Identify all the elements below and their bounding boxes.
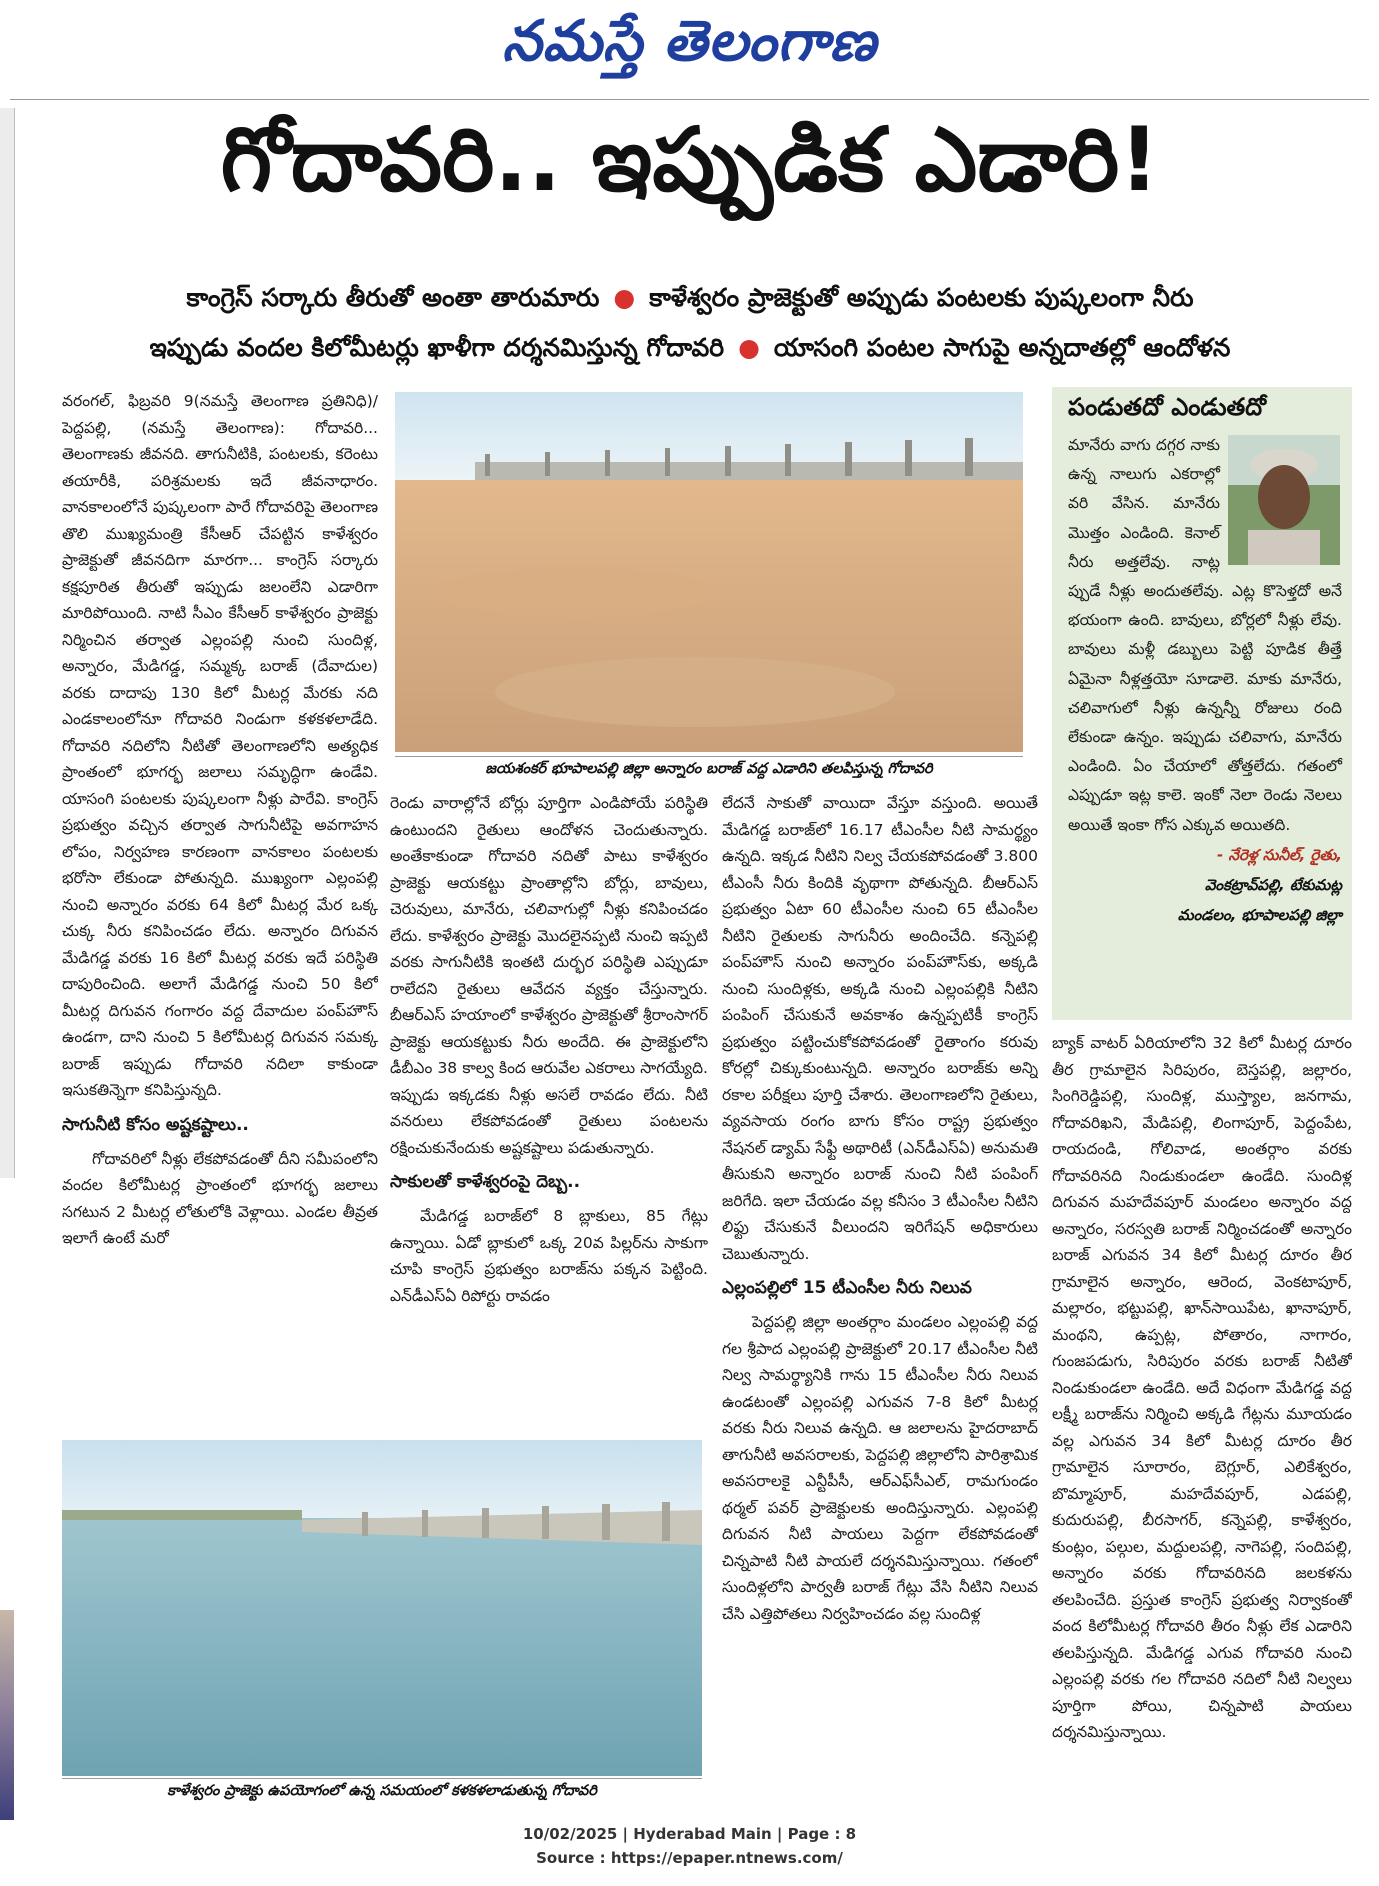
photo1-caption: జయశంకర్ భూపాలపల్లి జిల్లా అన్నారం బరాజ్ వద్ద ఎడారిని తలపిస్తున్న గోదావరి [395, 756, 1023, 781]
col2-para-1: రెండు వారాల్లోనే బోర్లు పూర్తిగా ఎండిపోయే పరిస్థితి ఉంటుందని రైతులు ఆందోళన చెందుతున్నారు. అంతేకాకుండా గోదావరి నదితో పాటు కాళేశ్వరం ప్రాజెక్టు ఆయకట్టు ప్రాంతాల్లోని బోర్లు, బావులు, చెరువులు, మానేరు, చలివాగుల్లో నీళ్లు కనిపించడం లేదు. కాళేశ్వరం ప్రాజెక్టు మొదలైనప్పటి నుంచి ఇప్పటి వరకు సాగునీటికి ఇంతటి దుర్భర పరిస్థితి ఎప్పుడూ రాలేదని రైతులు ఆవేదన వ్యక్తం చేస్తున్నారు. బీఆర్ఎస్ హయాంలో కాళేశ్వరం ప్రాజెక్టుతో శ్రీరాంసాగర్ ప్రాజెక్టు ఆయకట్టుకు నీరు అందేది. ఈ ప్రాజెక్టులోని డీబీఎం 38 కాల్వ కింద ఆరువేల ఎకరాలు సాగయ్యేది. ఇప్పుడు ఇక్కడకు నీళ్లు అసలే రావడం లేదు. నీటి వనరులు లేకపోవడంతో రైతులు పంటలను రక్షించుకునేందుకు అష్టకష్టాలు పడుతున్నారు. [390, 794, 708, 1157]
sidebar-title: పండుతదో ఎండుతదో [1068, 393, 1267, 421]
left-edge-image [0, 1610, 14, 1820]
article-column-3 [722, 790, 1038, 1820]
article-column-2 [390, 790, 708, 1390]
deck-1b: కాళేశ్వరం ప్రాజెక్టుతో అప్పుడు పంటలకు పుష్కలంగా నీరు [649, 283, 1194, 312]
footer-source: Source : https://epaper.ntnews.com/ [536, 1849, 843, 1867]
article-column-4 [1052, 1030, 1352, 1820]
deck-2a: ఇప్పుడు వందల కిలోమీటర్లు ఖాళీగా దర్శనమిస్తున్న గోదావరి [149, 333, 725, 362]
col2-subhead: సాకులతో కాళేశ్వరంపై దెబ్బ.. [390, 1172, 581, 1192]
col1-para-2: గోదావరిలో నీళ్లు లేకపోవడంతో దీని సమీపంలోని వందల కిలోమీటర్ల ప్రాంతంలో భూగర్భ జలాలు సగటున 2 మీటర్ల లోతులోకి వెళ్లాయి. ఎండల తీవ్రత ఇలాగే ఉంటే మరో [62, 1149, 378, 1247]
sign-line-3: మండలం, భూపాలపల్లి జిల్లా [1177, 905, 1342, 924]
col3-para-1: లేదనే సాకుతో వాయిదా వేస్తూ వస్తుంది. అయితే మేడిగడ్డ బరాజ్‌లో 16.17 టీఎంసీల నీటి సామర్థ్యం ఉన్నది. ఇక్కడ నీటిని నిల్వ చేయకపోవడంతో 3.800 టీఎంసీ నీరు కిందికి వృథాగా పోతున్నది. బీఆర్ఎస్ ప్రభుత్వం ఏటా 60 టీఎంసీల నుంచి 65 టీఎంసీల నీటిని రైతులకు సాగునీరు అందించేది. కన్నెపల్లి పంప్‌హౌస్ నుంచి అన్నారం పంప్‌హౌస్‌కు, అక్కడి నుంచి సుందిళ్లకు, అక్కడి నుంచి ఎల్లంపల్లికి నీటిని పంపింగ్ చేసుకునే అవకాశం ఉన్నప్పటికీ కాంగ్రెస్ ప్రభుత్వం పట్టించుకోకపోవడంతో రైతాంగం కరువు కోరల్లో చిక్కుకుంటున్నది. అన్నారం బరాజ్‌కు అన్ని రకాల పరీక్షలు పూర్తి చేశారు. తెలంగాణలోని రైతులు, వ్యవసాయ రంగం బాగు కోసం రాష్ట్ర ప్రభుత్వం నేషనల్ డ్యామ్ సేఫ్టీ అథారిటీ (ఎన్‌డీఎస్ఏ) అనుమతి తీసుకుని అన్నారం బరాజ్ నుంచి నీటి పంపింగ్ జరిగేది. ఇలా చేయడం వల్ల కనీసం 3 టీఎంసీల నీటిని లిఫ్టు చేసుకునే వీలుందని ఇరిగేషన్ అధికారులు చెబుతున్నారు. [722, 794, 1038, 1263]
headline: గోదావరి.. ఇప్పుడిక ఎడారి! [220, 108, 1160, 211]
col3-subhead: ఎల్లంపల్లిలో 15 టీఎంసీల నీరు నిలువ [722, 1278, 972, 1298]
masthead-rule [10, 99, 1369, 100]
reservoir-photo [62, 1440, 702, 1776]
sign-line-1: - నేరెళ్ల సునీల్, రైతు, [1216, 845, 1342, 864]
footer-date-edition: 10/02/2025 | Hyderabad Main | Page : 8 [522, 1825, 857, 1843]
col2-para-2: మేడిగడ్డ బరాజ్‌లో 8 బ్లాకులు, 85 గేట్లు ఉన్నాయి. ఏడో బ్లాకులో ఒక్క 20వ పిల్లర్‌ను సాకుగా చూపి కాంగ్రెస్ ప్రభుత్వం బరాజ్‌ను పక్కన పెట్టింది. ఎన్‌డీఎస్ఏ రిపోర్టు రావడం [390, 1207, 708, 1305]
sidebar-body: మానేరు వాగు దగ్గర నాకు ఉన్న నాలుగు ఎకరాల్లో వరి వేసిన. మానేరు మొత్తం ఎండింది. కెనాల్ నీరు అత్తలేవు. నాట్ల ప్పుడే నీళ్లు అందుతలేవు. ఎట్ల కొసెళ్తదో అనే భయంగా ఉంది. బావులు, బోర్లలో నీళ్లు లేవు. బావులు మళ్లీ డబ్బులు పెట్టి పూడిక తీత్తే ఏమైనా నీళ్లత్తయో సూడాలె. మాకు మానేరు, చలివాగులో నీళ్లు ఉన్నన్నీ రోజులు రంది లేకుండా ఉన్నం. ఇప్పుడు చలివాగు, మానేరు ఎండింది. ఏం చేయాలో తోత్తలేదు. గతంలో ఎప్పుడూ ఇట్ల కాలె. ఇంకో నెలా రెండు నెలలు అయితే ఇంకా గోస ఎక్కువ అయితది. [1068, 436, 1342, 834]
col1-para-1: వరంగల్, ఫిబ్రవరి 9(నమస్తే తెలంగాణ ప్రతినిధి)/పెద్దపల్లి, (నమస్తే తెలంగాణ): గోదావరి... తెలంగాణకు జీవనది. తాగునీటికి, పంటలకు, కరెంటు తయారీకి, పరిశ్రమలకు ఇదే జీవనాధారం. వానకాలంలోనే పుష్కలంగా పారే గోదావరిపై తెలంగాణ తొలి ముఖ్యమంత్రి కేసీఆర్ చేపట్టిన కాళేశ్వరం ప్రాజెక్టుతో జీవనదిగా మారగా... కాంగ్రెస్ సర్కారు కక్షపూరిత తీరుతో ఇప్పుడు జలంలేని ఎడారిగా మారిపోయింది. నాటి సీఎం కేసీఆర్ కాళేశ్వరం ప్రాజెక్టు నిర్మించిన తర్వాత ఎల్లంపల్లి నుంచి సుందిళ్ల, అన్నారం, మేడిగడ్డ, సమ్మక్క బరాజ్ (దేవాదుల) వరకు దాదాపు 130 కిలో మీటర్ల మేరకు నది ఎండకాలంలోనూ గోదావరి నిండుగా కళకళలాడేది. గోదావరి నదిలోని నీటితో తెలంగాణలోని అత్యధిక ప్రాంతంలో భూగర్భ జలాలు సమృద్ధిగా ఉండేవి. యాసంగి పంటలకు పుష్కలంగా నీళ్లు పారేవి. కాంగ్రెస్ ప్రభుత్వం వచ్చిన తర్వాత సాగునీటిపై అవగాహన లోపం, నిర్వహణ కారణంగా వానకాలం పంటలకు భరోసా లేకుండా పోతున్నది. ముఖ్యంగా ఎల్లంపల్లి నుంచి అన్నారం వరకు 64 కిలో మీటర్ల మేర ఒక్క చుక్క నీరు కనిపించడం లేదు. అన్నారం దిగువన మేడిగడ్డ వరకు 16 కిలో మీటర్ల వరకు ఇదే పరిస్థితి దాపురించింది. అలాగే మేడిగడ్డ నుంచి 50 కిలో మీటర్ల దిగువన గంగారం వద్ద దేవాదుల పంప్‌హౌస్ ఉండగా, దాని నుంచి 5 కిలోమీటర్ల దిగువన సమక్క బరాజ్ ఇప్పుడు గోదావరి నదిలా కాకుండా ఇసుకతిన్నెగా కనిపిస్తున్నది. [62, 392, 378, 1099]
deck-line-1 [60, 283, 1320, 319]
page-footer [0, 1822, 1379, 1870]
col3-para-2: పెద్దపల్లి జిల్లా అంతర్గాం మండలం ఎల్లంపల్లి వద్ద గల శ్రీపాద ఎల్లంపల్లి ప్రాజెక్టులో 20.17 టీఎంసీల నీటి నిల్వ సామర్థ్యానికి గాను 15 టీఎంసీల నీరు నిలువ ఉండటంతో ఎల్లంపల్లి ఎగువన 7-8 కిలో మీటర్ల వరకు నీరు నిలువ ఉన్నది. ఆ జలాలను హైదరాబాద్ తాగునీటి అవసరాలకు, పెద్దపల్లి జిల్లాలోని పారిశ్రామిక అవసరాలకై ఎన్టీపీసీ, ఆర్‌ఎఫ్‌సీఎల్, రామగుండం థర్మల్ పవర్ ప్రాజెక్టులకు అందిస్తున్నారు. ఎల్లంపల్లి దిగువన నీటి పాయలు పెద్దగా లేకపోవడంతో చిన్నపాటి నీటి పాయలే దర్శనమిస్తున్నాయి. గతంలో సుందిళ్లలోని పార్వతీ బరాజ్ గేట్లు వేసి నీటిని నిలువ చేసి ఎత్తిపోతలు నిర్వహించడం వల్ల సుందిళ్ల [722, 1313, 1038, 1623]
photo2-caption: కాళేశ్వరం ప్రాజెక్టు ఉపయోగంలో ఉన్న సమయంలో కళకళలాడుతున్న గోదావరి [62, 1778, 702, 1803]
col4-para-1: బ్యాక్ వాటర్ ఏరియాలోని 32 కిలో మీటర్ల దూరం తీర గ్రామాలైన సిరిపురం, బెస్తపల్లి, జల్లారం, సింగిరెడ్డిపల్లి, సుందిళ్ల, ముస్త్యాల, జనగామ, గోదావరిఖని, మేడిపల్లి, లింగాపూర్, పెద్దంపేట, రాయదండి, గోలివాడ, అంతర్గాం వరకు గోదావరినది నిండుకుండలా ఉండేది. సుందిళ్ల దిగువన మహదేవపూర్ మండలం అన్నారం వద్ద అన్నారం, సరస్వతి బరాజ్ నిర్మించడంతో అన్నారం బరాజ్ ఎగువన 34 కిలో మీటర్ల దూరం తీర గ్రామాలైన అన్నారం, ఆరెంద, వెంకటాపూర్, మల్లారం, భట్టుపల్లి, ఖాన్‌సాయిపేట, ఖానాపూర్, మంథని, ఉప్పట్ల, పోతారం, నాగారం, గుంజపడుగు, సిరిపురం వరకు బరాజ్ నీటితో నిండుకుండలా ఉండేది. అదే విధంగా మేడిగడ్డ వద్ద లక్ష్మీ బరాజ్‌ను నిర్మించి అక్కడి గేట్లను మూయడం వల్ల ఎగువన 34 కిలో మీటర్ల దూరం తీర గ్రామాలైన సూరారం, బెగ్లూర్, ఎలికేశ్వరం, బొమ్మాపూర్, మహదేవపూర్, ఎడపల్లి, కుదురుపల్లి, బీరసాగర్, కన్నెపల్లి, కాళేశ్వరం, కుంట్లం, పల్గుల, మద్దులపల్లి, నాగెపల్లి, సందిపల్లి, అన్నారం వరకు గోదావరినది జలకళను తలపించేది. ప్రస్తుత కాంగ్రెస్ ప్రభుత్వ నిర్వాకంతో వంద కిలోమీటర్ల గోదావరి తీరం నీళ్లు లేక ఎడారిని తలపిస్తున్నది. మేడిగడ్డ ఎగువ గోదావరి నుంచి ఎల్లంపల్లి వరకు గల గోదావరి నదిలో నీటి నిల్వలు పూర్తిగా పోయి, చిన్నపాటి పాయలు దర్శనమిస్తున్నాయి. [1052, 1034, 1352, 1741]
deck-1a: కాంగ్రెస్ సర్కారు తీరుతో అంతా తారుమారు [186, 283, 600, 312]
dry-riverbed-photo [395, 392, 1023, 752]
col1-subhead: సాగునీటి కోసం అష్టకష్టాలు.. [62, 1114, 249, 1135]
masthead-logo: నమస్తే తెలంగాణ [502, 8, 877, 74]
sidebar-signature [1052, 840, 1352, 930]
sign-line-2: వెంకట్రావ్‌పల్లి, టేకుమట్ల [1204, 875, 1342, 894]
farmer-quote-box [1052, 387, 1352, 1020]
bullet-icon: ● [738, 333, 760, 362]
bullet-icon: ● [613, 283, 636, 312]
article-column-1 [62, 388, 378, 1438]
deck-line-2 [60, 333, 1320, 369]
deck-2b: యాసంగి పంటల సాగుపై అన్నదాతల్లో ఆందోళన [773, 333, 1231, 362]
left-edge-strip [0, 108, 15, 1178]
farmer-portrait [1228, 435, 1340, 565]
